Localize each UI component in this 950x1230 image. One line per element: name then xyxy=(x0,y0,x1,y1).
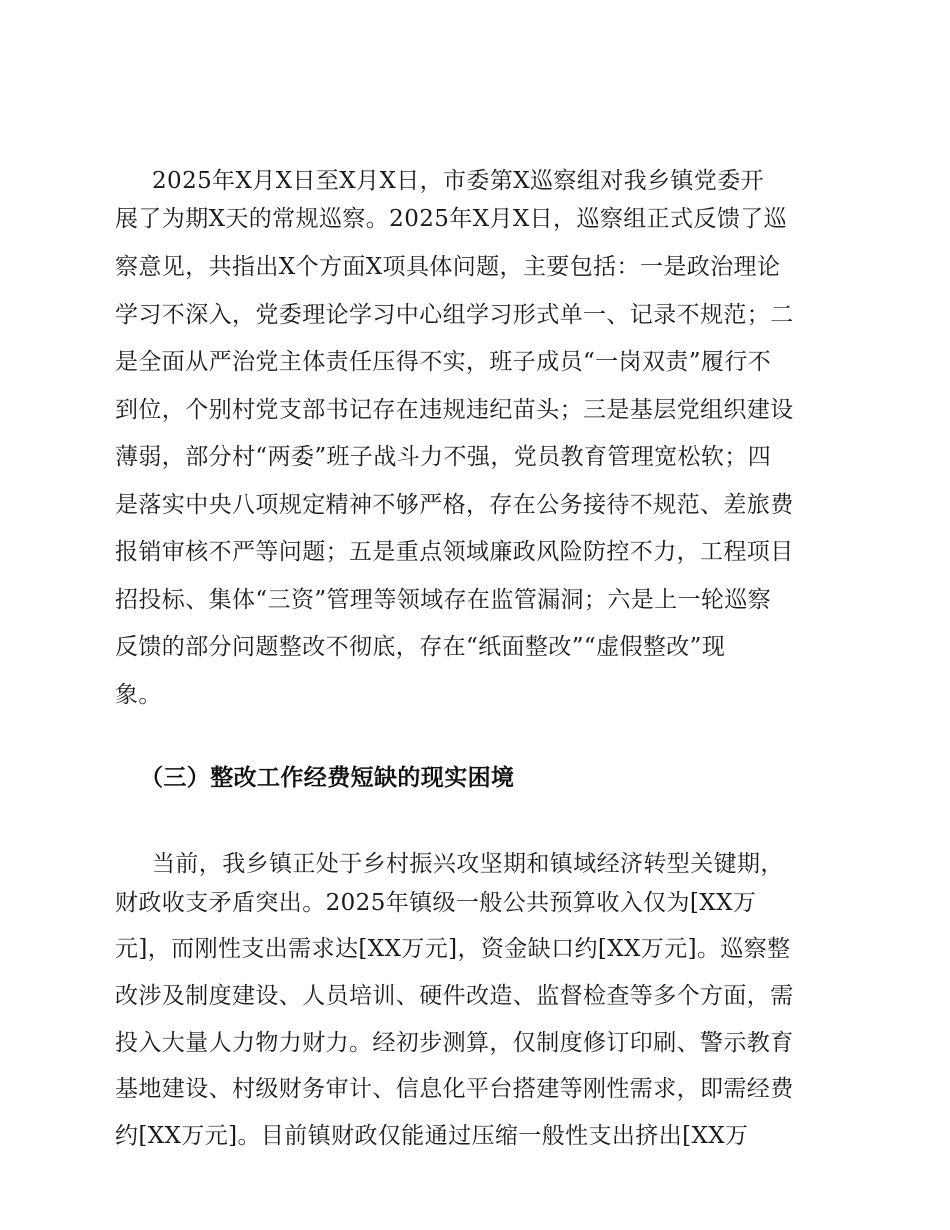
paragraph-line: 基地建设、村级财务审计、信息化平台搭建等刚性需求，即需经费 xyxy=(115,1076,794,1102)
paragraph-line: 招投标、集体“三资”管理等领域存在监管漏洞；六是上一轮巡察 xyxy=(115,587,772,613)
paragraph-line: 元]，而刚性支出需求达[XX万元]，资金缺口约[XX万元]。巡察整 xyxy=(115,936,791,962)
paragraph-line: 反馈的部分问题整改不彻底，存在“纸面整改”“虚假整改”现 xyxy=(115,634,726,660)
paragraph-line: 薄弱，部分村“两委”班子战斗力不强，党员教育管理宽松软；四 xyxy=(115,444,772,470)
paragraph-line: 象。 xyxy=(115,682,162,708)
paragraph-line: 投入大量人力物力财力。经初步测算，仅制度修订印刷、警示教育 xyxy=(115,1030,794,1056)
paragraph-line: 财政收支矛盾突出。2025年镇级一般公共预算收入仅为[XX万 xyxy=(115,890,757,916)
paragraph-line: 到位，个别村党支部书记存在违规违纪苗头；三是基层党组织建设 xyxy=(115,397,794,423)
paragraph-line: 2025年X月X日至X月X日，市委第X巡察组对我乡镇党委开 xyxy=(152,168,765,194)
paragraph-line: 是落实中央八项规定精神不够严格，存在公务接待不规范、差旅费 xyxy=(115,492,794,518)
paragraph-line: 展了为期X天的常规巡察。2025年X月X日，巡察组正式反馈了巡 xyxy=(115,206,788,232)
paragraph-line: 约[XX万元]。目前镇财政仅能通过压缩一般性支出挤出[XX万 xyxy=(115,1123,749,1149)
paragraph-line: 改涉及制度建设、人员培训、硬件改造、监督检查等多个方面，需 xyxy=(115,983,794,1009)
paragraph-line: 察意见，共指出X个方面X项具体问题，主要包括：一是政治理论 xyxy=(115,254,781,280)
paragraph-line: 当前，我乡镇正处于乡村振兴攻坚期和镇域经济转型关键期， xyxy=(152,851,784,877)
section-heading: （三）整改工作经费短缺的现实困境 xyxy=(140,764,515,791)
paragraph-line: 学习不深入，党委理论学习中心组学习形式单一、记录不规范；二 xyxy=(115,302,794,328)
paragraph-line: 是全面从严治党主体责任压得不实，班子成员“一岗双责”履行不 xyxy=(115,349,772,375)
paragraph-line: 报销审核不严等问题；五是重点领域廉政风险防控不力，工程项目 xyxy=(115,539,794,565)
